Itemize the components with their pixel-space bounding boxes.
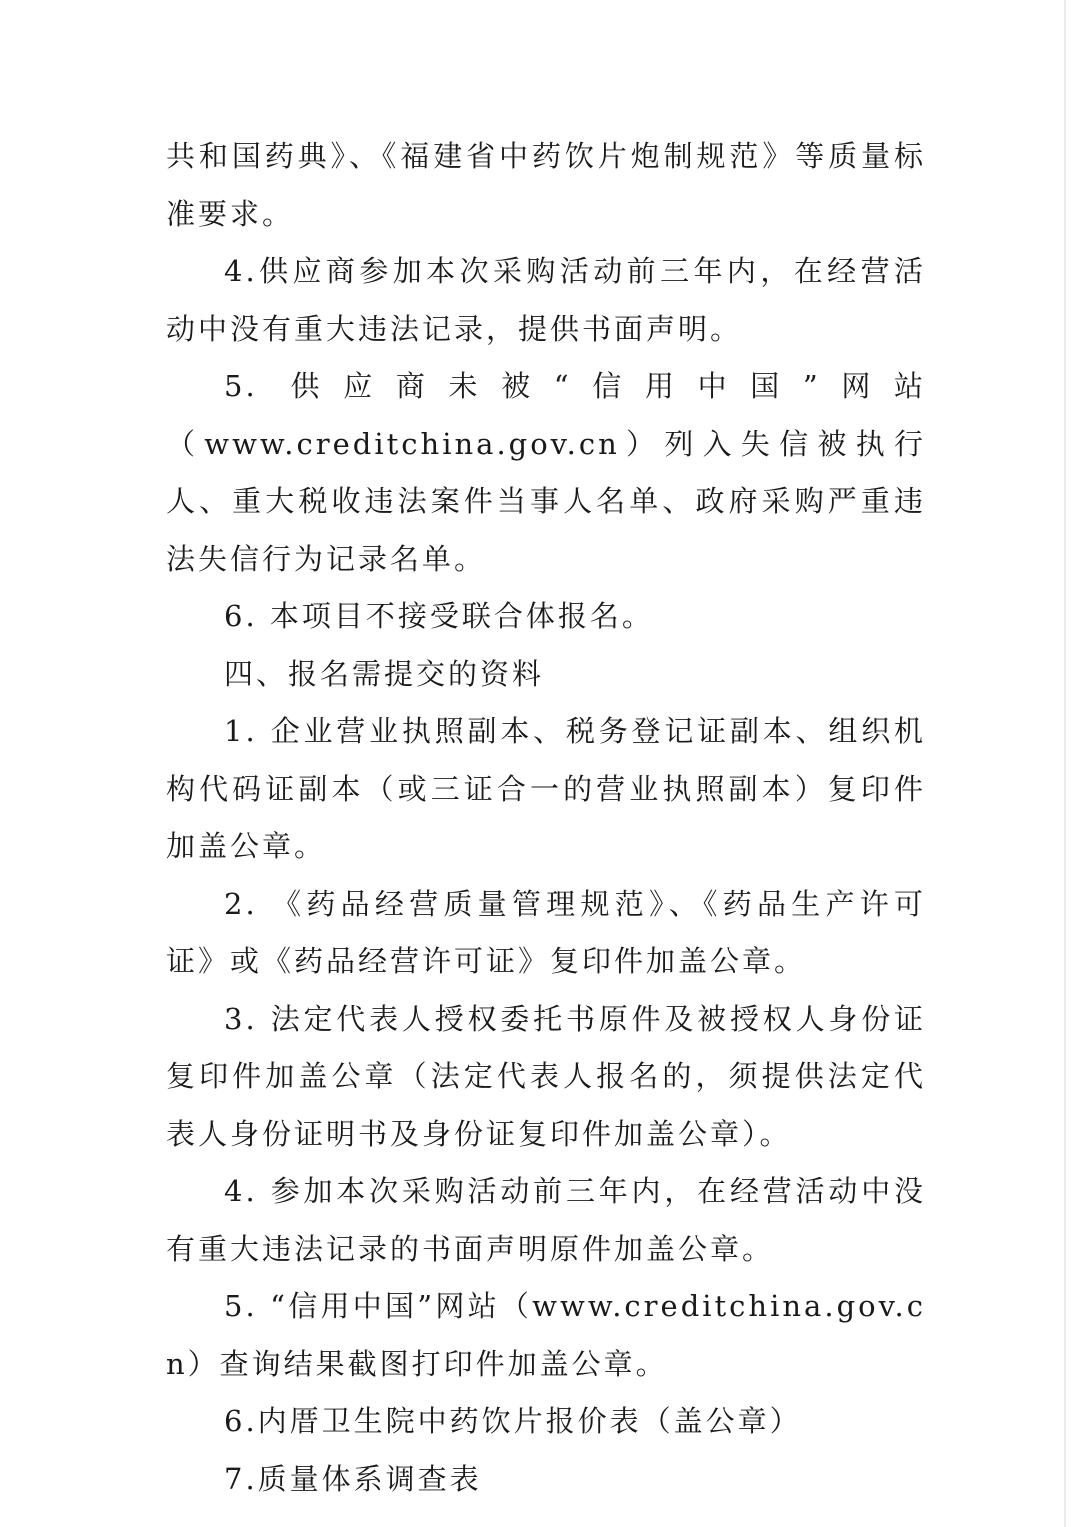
paragraph-requirement-6: 6. 本项目不接受联合体报名。 [224,599,654,633]
paragraph-material-1: 1. 企业营业执照副本、税务登记证副本、组织机构代码证副本（或三证合一的营业执照副本）复印件加盖公章。 [166,714,926,863]
paragraph-material-4: 4. 参加本次采购活动前三年内，在经营活动中没有重大违法记录的书面声明原件加盖公章。 [166,1174,926,1266]
paragraph-requirement-5-line1: 5. 供应商未被“信用中国”网站 [224,369,926,403]
paragraph-material-5: 5. “信用中国”网站（www.creditchina.gov.cn）查询结果截图打印件加盖公章。 [166,1289,926,1381]
paragraph-requirement-5-rest: （www.creditchina.gov.cn）列入失信被执行人、重大税收违法案件当事人名单、政府采购严重违法失信行为记录名单。 [166,426,926,576]
page-edge-line [1064,0,1066,1527]
paragraph-material-7: 7.质量体系调查表 [224,1461,482,1496]
paragraph-material-2: 2. 《药品经营质量管理规范》、《药品生产许可证》或《药品经营许可证》复印件加盖公章。 [166,886,926,978]
paragraph-requirement-4: 4.供应商参加本次采购活动前三年内，在经营活动中没有重大违法记录，提供书面声明。 [166,254,926,346]
paragraph-pharmacopoeia-standard: 共和国药典》、《福建省中药饮片炮制规范》等质量标准要求。 [166,139,926,231]
document-body [166,128,926,1508]
section-heading-4: 四、报名需提交的资料 [224,656,545,691]
paragraph-material-6: 6.内厝卫生院中药饮片报价表（盖公章） [224,1404,802,1438]
paragraph-material-3: 3. 法定代表人授权委托书原件及被授权人身份证复印件加盖公章（法定代表人报名的，须提供法定代表人身份证明书及身份证复印件加盖公章）。 [166,1001,926,1151]
